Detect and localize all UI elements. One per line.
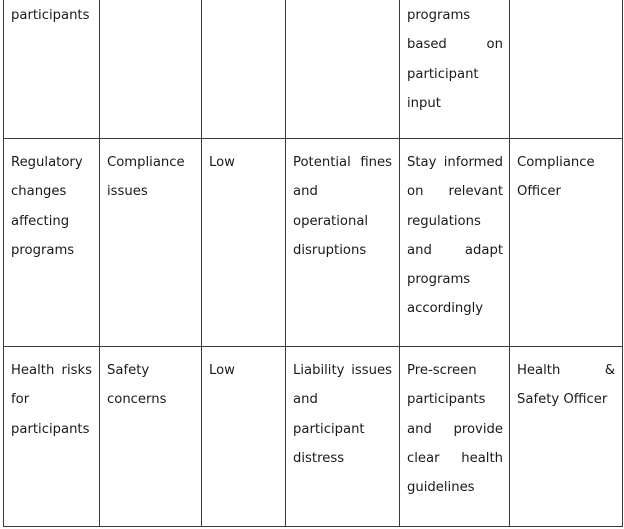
mitigation-cell xyxy=(400,347,510,527)
risk-cell xyxy=(4,347,100,527)
risk-table xyxy=(3,0,623,527)
impact-text: Safety concerns xyxy=(107,363,167,408)
mitigation-cell xyxy=(400,139,510,347)
risk-cell xyxy=(4,0,100,139)
owner-cell xyxy=(510,0,623,139)
table-row xyxy=(4,139,623,347)
impact-cell xyxy=(100,139,202,347)
consequence-text: Liability issues and participant distress xyxy=(293,363,392,466)
risk-cell xyxy=(4,139,100,347)
owner-cell xyxy=(510,347,623,527)
consequence-text xyxy=(286,0,399,1)
mitigation-text: Stay informed on relevant regulations and adapt programs accordingly xyxy=(407,155,503,317)
likelihood-text: Low xyxy=(209,363,235,378)
impact-cell xyxy=(100,0,202,139)
table-row xyxy=(4,347,623,527)
likelihood-cell xyxy=(202,0,286,139)
mitigation-text: Pre-screen participants and provide clear health guidelines xyxy=(407,363,503,496)
owner-text: Health & Safety Officer xyxy=(517,363,615,408)
likelihood-cell xyxy=(202,139,286,347)
owner-text xyxy=(510,0,622,1)
impact-text: Compliance issues xyxy=(107,155,185,200)
mitigation-cell xyxy=(400,0,510,139)
likelihood-cell xyxy=(202,347,286,527)
likelihood-text: Low xyxy=(209,155,235,170)
impact-text xyxy=(100,0,201,1)
mitigation-text: programs based on participant input xyxy=(407,8,503,111)
consequence-cell xyxy=(286,139,400,347)
risk-text: Regulatory changes affecting programs xyxy=(11,155,83,258)
owner-cell xyxy=(510,139,623,347)
consequence-text: Potential fines and operational disruptions xyxy=(293,155,392,258)
table-row xyxy=(4,0,623,139)
impact-cell xyxy=(100,347,202,527)
consequence-cell xyxy=(286,0,400,139)
risk-text: Health risks for participants xyxy=(11,363,92,437)
likelihood-text xyxy=(202,0,285,1)
risk-text: participants xyxy=(11,8,90,23)
owner-text: Compliance Officer xyxy=(517,155,595,200)
consequence-cell xyxy=(286,347,400,527)
